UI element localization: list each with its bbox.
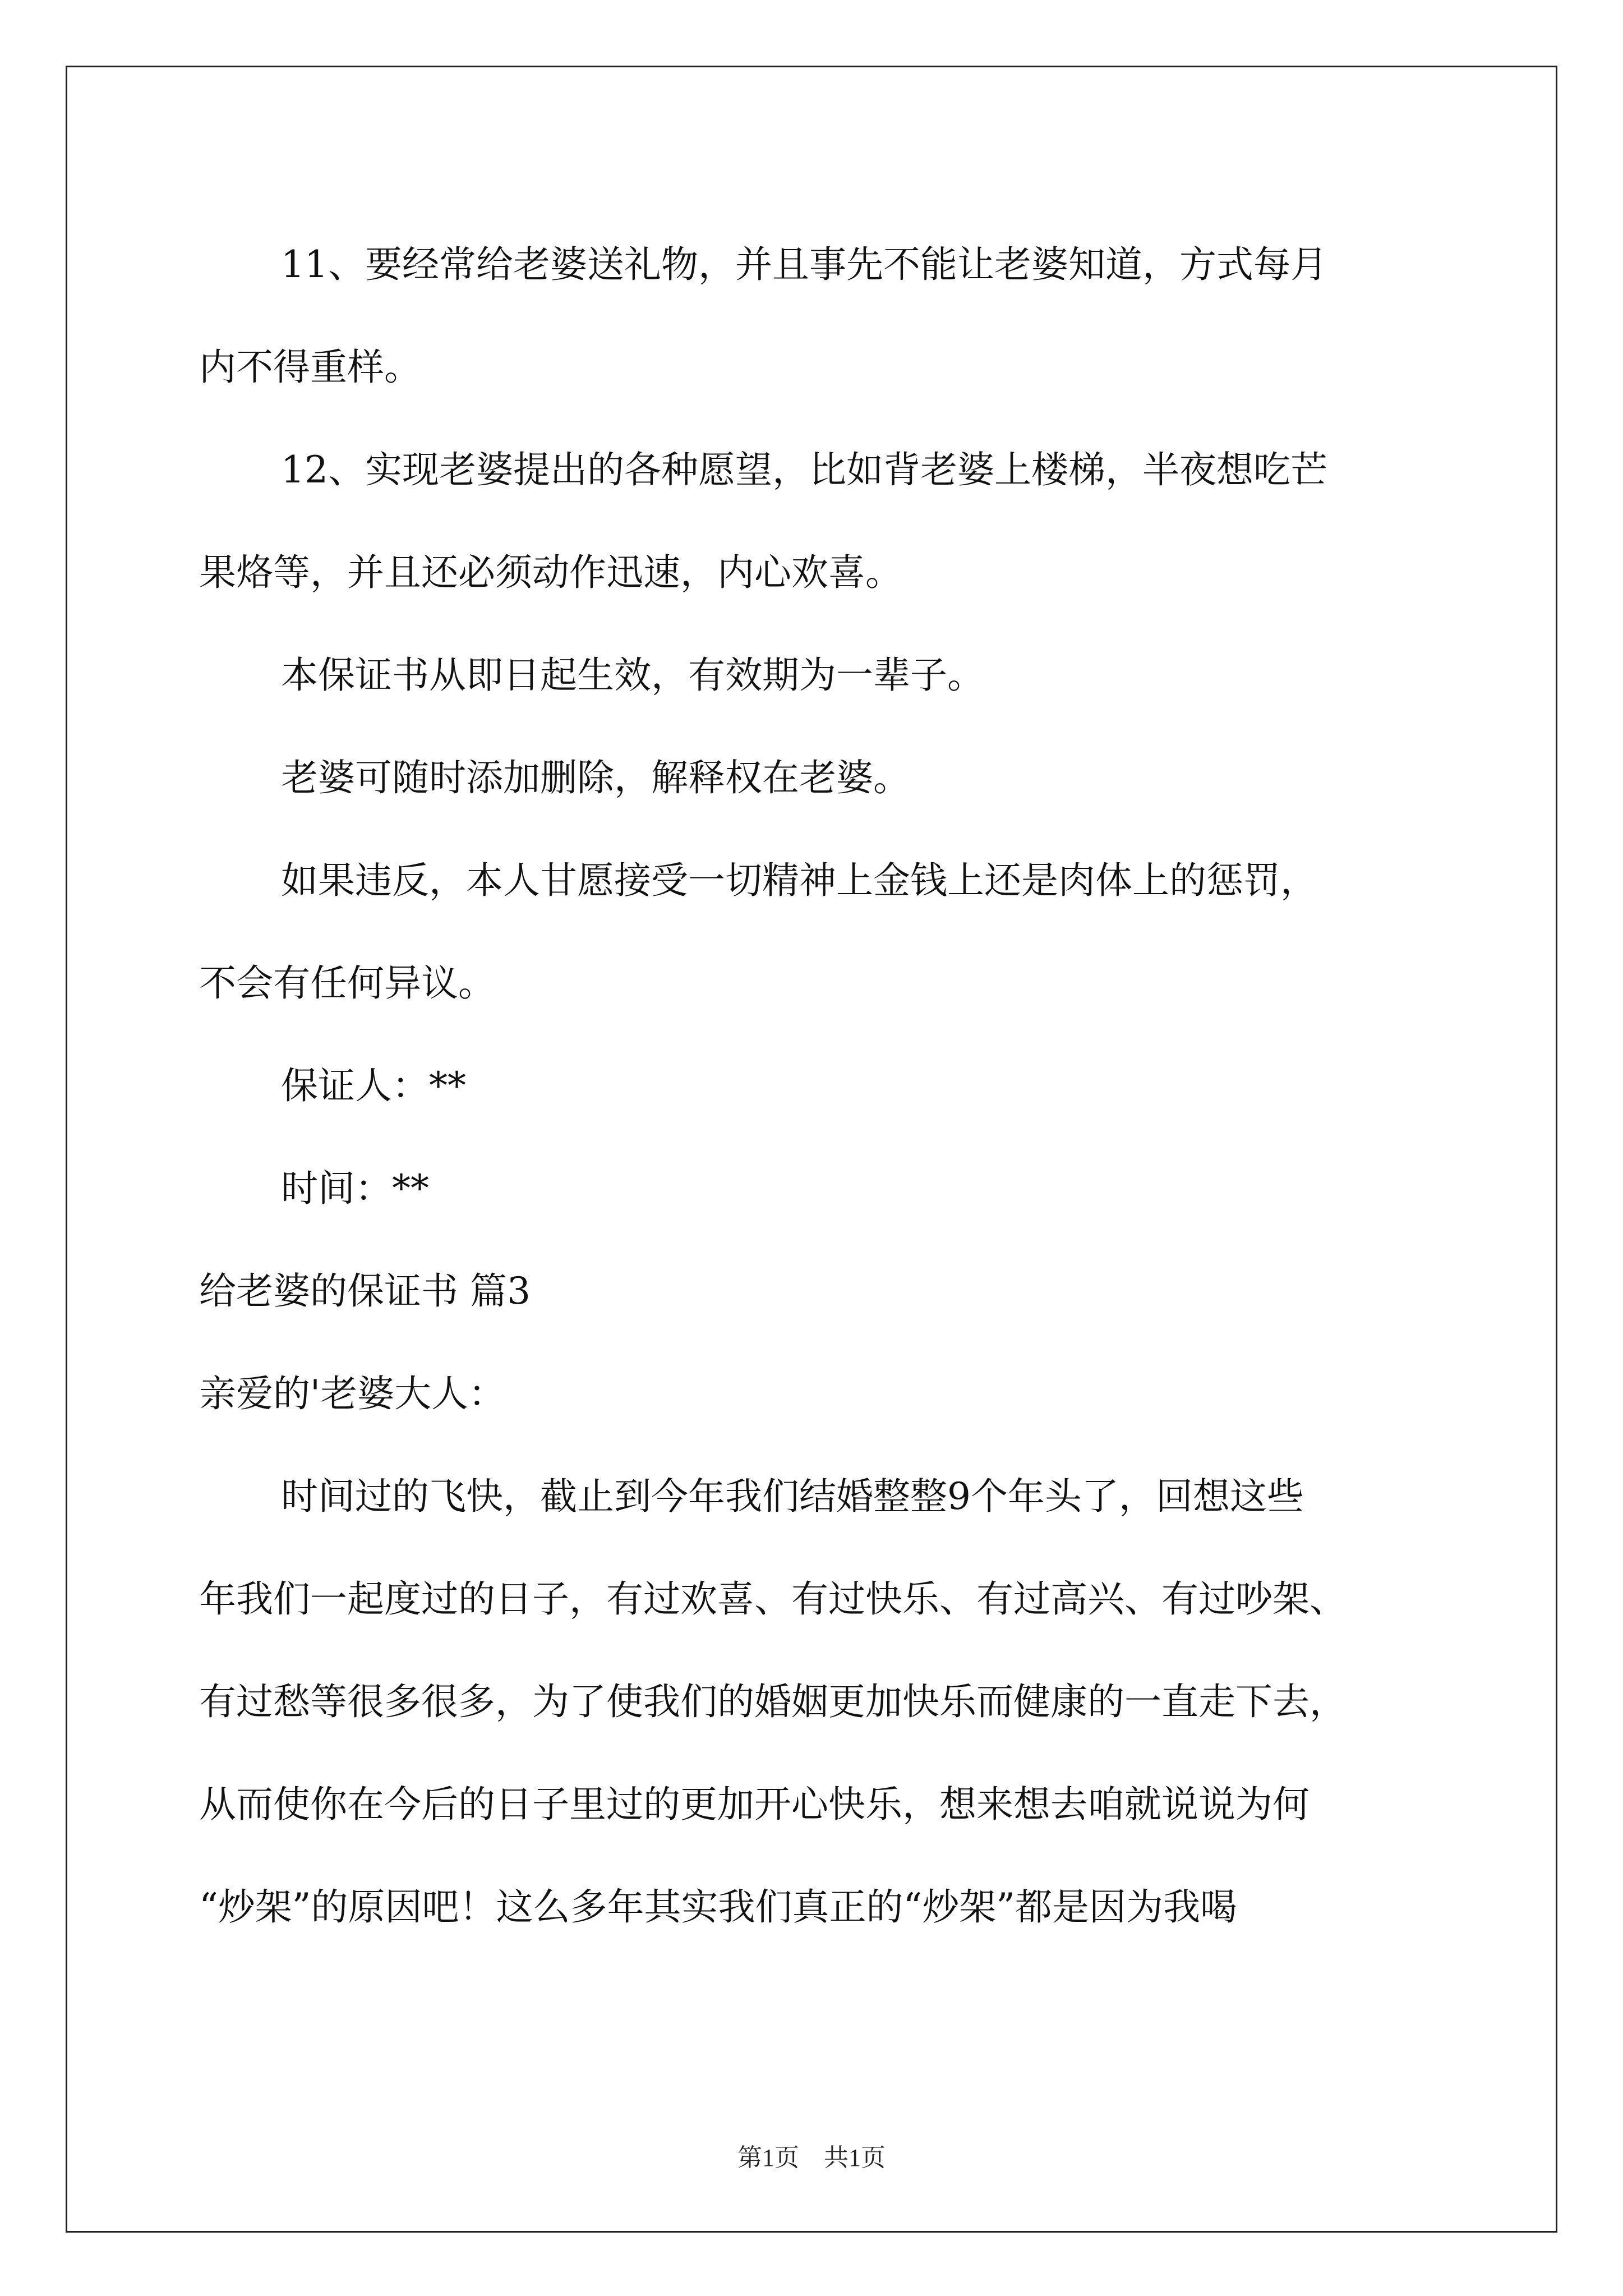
paragraph-item-11-cont: [199, 316, 1467, 418]
paragraph-violation: [199, 829, 1467, 932]
paragraph-effective: [199, 624, 1467, 726]
paragraph-item-12-cont: [199, 521, 1467, 624]
text-line: 11、要经常给老婆送礼物，并且事先不能让老婆知道，方式每月: [281, 243, 1327, 286]
section-heading: [199, 1240, 1467, 1342]
time-line: [199, 1137, 1467, 1240]
text-line: 亲爱的'老婆大人：: [199, 1372, 506, 1415]
text-line: 内不得重样。: [199, 346, 421, 389]
paragraph-body: [199, 1445, 1467, 1548]
paragraph-item-11: [199, 213, 1467, 316]
salutation: [199, 1342, 1467, 1445]
text-line: 保证人：**: [281, 1064, 466, 1107]
text-line: 时间：**: [281, 1167, 429, 1210]
text-line: 从而使你在今后的日子里过的更加开心快乐，想来想去咱就说说为何: [199, 1783, 1310, 1826]
paragraph-violation-cont: [199, 932, 1467, 1034]
text-line: 12、实现老婆提出的各种愿望，比如背老婆上楼梯，半夜想吃芒: [281, 448, 1327, 491]
paragraph-body-cont: [199, 1548, 1467, 1650]
text-line: 时间过的飞快，截止到今年我们结婚整整9个年头了，回想这些: [281, 1475, 1304, 1518]
text-line: 如果违反，本人甘愿接受一切精神上金钱上还是肉体上的惩罚，: [281, 859, 1317, 902]
text-line: 年我们一起度过的日子，有过欢喜、有过快乐、有过高兴、有过吵架、: [199, 1577, 1347, 1621]
text-line: “炒架”的原因吧！这么多年其实我们真正的“炒架”都是因为我喝: [199, 1885, 1237, 1929]
paragraph-body-cont: [199, 1650, 1467, 1753]
paragraph-item-12: [199, 418, 1467, 521]
text-line: 给老婆的保证书 篇3: [199, 1269, 531, 1313]
text-line: 本保证书从即日起生效，有效期为一辈子。: [281, 654, 984, 697]
paragraph-interpretation: [199, 726, 1467, 829]
guarantor-line: [199, 1034, 1467, 1137]
document-body: [199, 213, 1467, 1958]
paragraph-body-cont: [199, 1856, 1467, 1958]
text-line: 果烙等，并且还必须动作迅速，内心欢喜。: [199, 551, 902, 594]
page-footer: 第1页 共1页: [737, 2144, 886, 2171]
text-line: 老婆可随时添加删除，解释权在老婆。: [281, 756, 910, 799]
paragraph-body-cont: [199, 1753, 1467, 1856]
text-line: 有过愁等很多很多，为了使我们的婚姻更加快乐而健康的一直走下去，: [199, 1680, 1347, 1723]
text-line: 不会有任何异议。: [199, 961, 495, 1005]
